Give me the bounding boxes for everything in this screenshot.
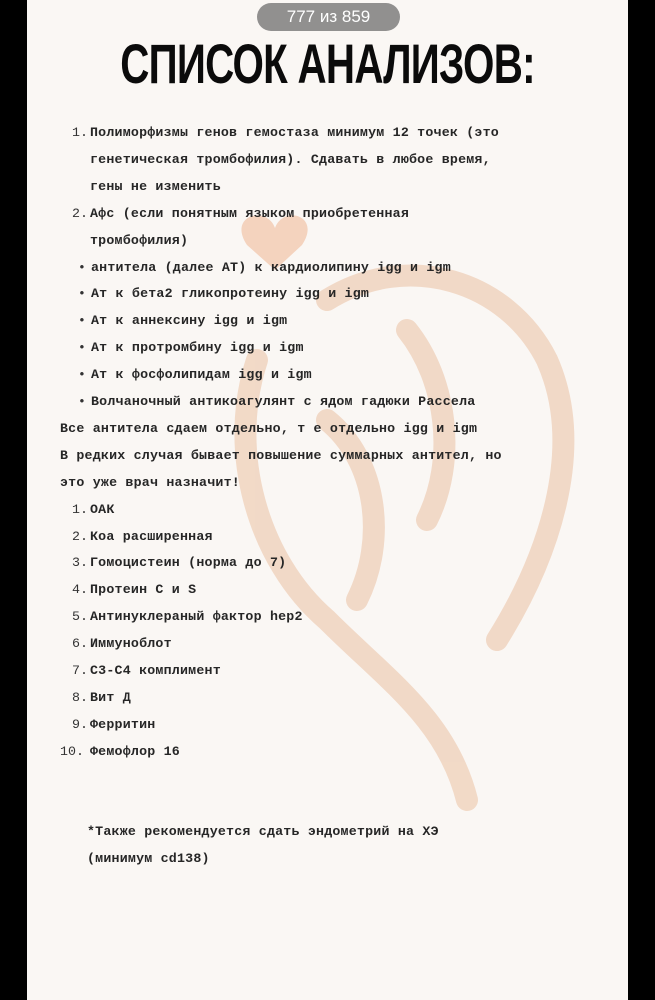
footnote-line: *Также рекомендуется сдать эндометрий на ХЭ xyxy=(87,824,439,839)
list-number: 9. xyxy=(72,716,88,732)
document-image xyxy=(27,0,628,1000)
bullet-icon: • xyxy=(78,394,86,409)
list-item-text: тромбофилия) xyxy=(90,232,189,248)
list-number: 5. xyxy=(72,609,88,625)
bullet-icon: • xyxy=(78,367,86,383)
list-number: 4. xyxy=(72,582,88,598)
list-item-text: Иммуноблот xyxy=(90,636,172,652)
list-number: 1. xyxy=(72,125,88,140)
list-number: 10. xyxy=(60,743,84,759)
bullet-item: Волчаночный антикоагулянт с ядом гадюки Рассела xyxy=(91,394,476,409)
list-number: 8. xyxy=(72,689,88,705)
list-item-text: С3-С4 комплимент xyxy=(90,663,221,678)
bullet-item: Ат к аннексину igg и igm xyxy=(91,313,288,329)
list-item-text: Фемофлор 16 xyxy=(90,743,180,759)
list-item-text: генетическая тромбофилия). Сдавать в любое время, xyxy=(90,151,491,167)
list-item-text: Коа расширенная xyxy=(90,528,213,544)
list-item-text: Ферритин xyxy=(90,716,156,732)
footnote-line: (минимум cd138) xyxy=(87,850,210,866)
bullet-item: Ат к фосфолипидам igg и igm xyxy=(91,367,312,383)
note-line: это уже врач назначит! xyxy=(60,474,240,490)
list-item-text: Вит Д xyxy=(90,689,131,705)
list-number: 3. xyxy=(72,555,88,571)
list-item-text: Антинуклераный фактор hep2 xyxy=(90,609,303,625)
image-counter: 777 из 859 xyxy=(257,3,400,31)
list-number: 2. xyxy=(72,205,88,221)
bullet-icon: • xyxy=(78,286,86,302)
list-number: 7. xyxy=(72,663,88,678)
list-item-text: Афс (если понятным языком приобретенная xyxy=(90,205,409,221)
note-line: Все антитела сдаем отдельно, т е отдельно igg и igm xyxy=(60,420,478,436)
page-title: СПИСОК АНАЛИЗОВ: xyxy=(120,32,535,95)
bullet-icon: • xyxy=(78,340,86,356)
bullet-item: антитела (далее АТ) к кардиолипину igg и igm xyxy=(91,259,451,275)
list-number: 2. xyxy=(72,528,88,544)
list-item-text: Гомоцистеин (норма до 7) xyxy=(90,555,287,571)
list-item-text: Протеин С и S xyxy=(90,582,197,598)
list-item-text: гены не изменить xyxy=(90,178,221,194)
bullet-icon: • xyxy=(78,313,86,329)
list-number: 1. xyxy=(72,501,88,517)
bullet-icon: • xyxy=(78,259,86,275)
list-item-text: Полиморфизмы генов гемостаза минимум 12 точек (это xyxy=(90,125,499,140)
list-item-text: ОАК xyxy=(90,501,115,517)
bullet-item: Ат к бета2 гликопротеину igg и igm xyxy=(91,286,370,302)
bullet-item: Ат к протромбину igg и igm xyxy=(91,340,304,356)
list-number: 6. xyxy=(72,636,88,652)
note-line: В редких случая бывает повышение суммарных антител, но xyxy=(60,447,502,463)
